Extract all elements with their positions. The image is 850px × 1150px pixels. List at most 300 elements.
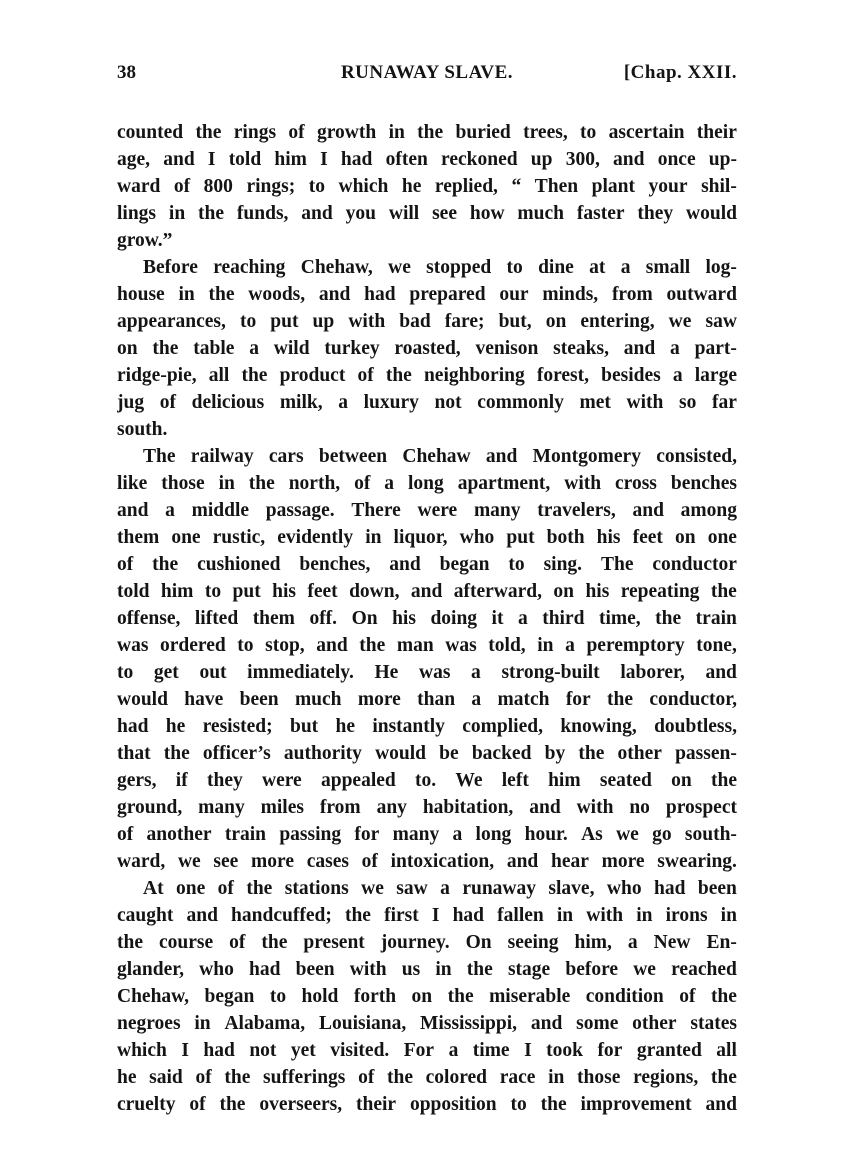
word: to (237, 635, 254, 656)
word: the (385, 365, 412, 386)
word: told, (488, 635, 526, 656)
word: see (432, 203, 457, 224)
word: and (705, 662, 737, 683)
text-line (117, 470, 737, 497)
word: than (417, 689, 456, 710)
word: on (671, 770, 692, 791)
text-line (117, 1064, 737, 1091)
word: with (564, 473, 602, 494)
word: him (160, 581, 194, 602)
word: New (653, 932, 691, 953)
word: get (153, 662, 179, 683)
word: in (178, 284, 195, 305)
word: There (351, 500, 401, 521)
word: often (385, 149, 428, 170)
word: forest, (536, 365, 590, 386)
text-line (117, 200, 737, 227)
word: roasted, (394, 338, 461, 359)
word: race (499, 1067, 536, 1088)
word: many (473, 500, 521, 521)
text-line (117, 119, 737, 146)
word: cushioned (197, 554, 281, 575)
word: they (206, 770, 243, 791)
word: put (270, 311, 299, 332)
word: a (672, 365, 683, 386)
word: the (710, 581, 737, 602)
word: a (440, 878, 450, 899)
word: took (546, 1040, 583, 1061)
word: he (117, 1067, 137, 1088)
word: ascertain (608, 122, 685, 143)
word: be (439, 743, 459, 764)
word: all (208, 365, 230, 386)
word: ground, (117, 797, 183, 818)
word: third (542, 608, 585, 629)
word: will (388, 203, 420, 224)
word: glander, (117, 959, 185, 980)
word: overseers, (259, 1094, 343, 1115)
word: bad (399, 311, 431, 332)
word: go (652, 824, 672, 845)
word: who (199, 959, 234, 980)
word: the (711, 770, 737, 791)
word: in (548, 1067, 565, 1088)
word: I (207, 149, 216, 170)
word: on (675, 527, 696, 548)
body-text (117, 119, 737, 1118)
word: left (501, 770, 529, 791)
word: the (447, 986, 474, 1007)
word: to (506, 257, 523, 278)
word: cruelty (117, 1094, 176, 1115)
word: a (384, 473, 395, 494)
word: benches (670, 473, 737, 494)
word: the (261, 932, 288, 953)
word: granted (636, 1040, 702, 1061)
word: table (193, 338, 235, 359)
word: in (168, 203, 186, 224)
word: We (455, 770, 483, 791)
word: visited. (330, 1040, 390, 1061)
word: buried (455, 122, 511, 143)
word: officer’s (202, 743, 271, 764)
word: in (556, 905, 574, 926)
word: Before (143, 257, 198, 278)
word: their (356, 1094, 397, 1115)
word: seeing (507, 932, 559, 953)
word: 300, (565, 149, 600, 170)
word: and (530, 1013, 563, 1034)
text-line (117, 1010, 737, 1037)
word: were (417, 500, 458, 521)
word: outward (666, 284, 737, 305)
word: funds, (236, 203, 289, 224)
word: colored (425, 1067, 488, 1088)
word: from (611, 284, 653, 305)
word: venison (475, 338, 539, 359)
word: and (389, 554, 421, 575)
word: He (374, 662, 399, 683)
word: entering, (580, 311, 655, 332)
word: we (668, 311, 692, 332)
word: put (506, 527, 535, 548)
word: to (308, 176, 325, 197)
word: they (637, 203, 674, 224)
word: miserable (489, 986, 571, 1007)
word: rings; (246, 176, 296, 197)
word: to (239, 311, 257, 332)
word: the (655, 608, 682, 629)
word: middle (191, 500, 250, 521)
word: neighboring (423, 365, 525, 386)
word: had (340, 149, 373, 170)
word: knowing, (560, 716, 637, 737)
word: the (466, 959, 493, 980)
word: up (530, 149, 553, 170)
word: had (452, 905, 485, 926)
word: if (175, 770, 188, 791)
word: improvement (580, 1094, 692, 1115)
text-line (117, 335, 737, 362)
word: on (553, 581, 575, 602)
word: not (434, 392, 462, 413)
word: we (633, 959, 656, 980)
word: peremptory (586, 635, 685, 656)
word: and (163, 149, 195, 170)
word: in (365, 527, 382, 548)
word: in (388, 122, 405, 143)
word: his (272, 581, 296, 602)
text-line (117, 740, 737, 767)
word: another (146, 824, 212, 845)
word: lifted (194, 608, 239, 629)
word: Louisiana, (318, 1013, 407, 1034)
word: of (288, 122, 305, 143)
word: Chehaw, (117, 986, 190, 1007)
word: On (351, 608, 378, 629)
word: ward, (117, 851, 166, 872)
word: we (388, 257, 411, 278)
word: course (159, 932, 214, 953)
word: and (632, 500, 664, 521)
word: cars (268, 446, 304, 467)
word: him (548, 770, 581, 791)
word: but, (498, 311, 532, 332)
word: he (165, 716, 186, 737)
word: Montgomery (532, 446, 641, 467)
word: railway (190, 446, 254, 467)
word: doubtless, (654, 716, 737, 737)
word: besides (601, 365, 661, 386)
word: like (117, 473, 148, 494)
word: of (354, 473, 371, 494)
chapter-label: [Chap. XXII. (623, 62, 737, 83)
word: gers, (117, 770, 157, 791)
word: had (117, 716, 149, 737)
word: product (279, 365, 346, 386)
word: apartment, (457, 473, 551, 494)
word: liquor, (393, 527, 448, 548)
word: and (529, 797, 561, 818)
word: those (577, 1067, 621, 1088)
word: with (349, 959, 387, 980)
word: ordered (160, 635, 226, 656)
word: plant (591, 176, 635, 197)
word: the (152, 338, 179, 359)
running-title: RUNAWAY SLAVE. (340, 62, 514, 83)
word: lings (117, 203, 157, 224)
text-line (117, 146, 737, 173)
word: prospect (665, 797, 737, 818)
word: he (401, 176, 422, 197)
word: laborer, (620, 662, 685, 683)
word: afterward, (453, 581, 543, 602)
word: jug (117, 392, 145, 413)
text-line (117, 956, 737, 983)
word: repeating (620, 581, 700, 602)
word: irons (665, 905, 708, 926)
word: and (705, 1094, 737, 1115)
word: in (720, 905, 737, 926)
word: which (338, 176, 389, 197)
word: reaching (213, 257, 286, 278)
word: present (303, 932, 365, 953)
word: miles (260, 797, 304, 818)
word: with (626, 392, 664, 413)
word: runaway (462, 878, 536, 899)
word: had (364, 284, 396, 305)
word: minds, (542, 284, 599, 305)
word: caught (117, 905, 174, 926)
text-line (117, 794, 737, 821)
word: the (117, 932, 143, 953)
word: much (294, 689, 342, 710)
running-head (117, 62, 737, 90)
word: began (204, 986, 255, 1007)
word: began (439, 554, 490, 575)
word: in (194, 1013, 211, 1034)
word: the (607, 689, 634, 710)
word: a (452, 824, 463, 845)
word: reckoned (441, 149, 518, 170)
word: a (165, 500, 175, 521)
word: growth (316, 122, 377, 143)
word: feet (307, 581, 338, 602)
word: woods, (248, 284, 306, 305)
text-line (117, 416, 737, 443)
word: the (152, 554, 179, 575)
word: off. (309, 608, 338, 629)
word: many (392, 824, 440, 845)
word: to (580, 122, 597, 143)
word: in (537, 635, 554, 656)
word: stations (284, 878, 349, 899)
word: for (597, 1040, 623, 1061)
word: and (410, 581, 443, 602)
word: before (565, 959, 619, 980)
word: backed (471, 743, 532, 764)
word: wild (273, 338, 310, 359)
word: the (241, 365, 268, 386)
word: it (491, 608, 504, 629)
word: of (358, 1067, 375, 1088)
word: the (359, 635, 386, 656)
word: hold (301, 986, 339, 1007)
word: opposition (409, 1094, 497, 1115)
word: the (224, 1067, 251, 1088)
word: yet (290, 1040, 316, 1061)
word: the (386, 1067, 413, 1088)
word: train (695, 608, 737, 629)
word: I (320, 149, 328, 170)
word: he (335, 716, 355, 737)
word: of (189, 1094, 206, 1115)
word: passage. (265, 500, 335, 521)
word: I (181, 1040, 189, 1061)
word: had (203, 1040, 235, 1061)
word: intoxication, (390, 851, 495, 872)
text-line (117, 443, 737, 470)
word: our (499, 284, 529, 305)
word: the (248, 473, 275, 494)
word: us (401, 959, 421, 980)
word: offense, (117, 608, 181, 629)
word: had (249, 959, 281, 980)
word: would (686, 203, 737, 224)
word: we (361, 878, 384, 899)
word: we (177, 851, 201, 872)
word: south- (684, 824, 737, 845)
word: the (710, 986, 737, 1007)
word: and (613, 149, 645, 170)
word: the (246, 878, 273, 899)
word: we (616, 824, 639, 845)
word: north, (288, 473, 341, 494)
word: match (497, 689, 550, 710)
word: complied, (462, 716, 543, 737)
word: a (249, 338, 259, 359)
word: negroes (117, 1013, 181, 1034)
word: handcuffed; (231, 905, 332, 926)
word: cross (615, 473, 657, 494)
word: a (471, 689, 482, 710)
word: for (565, 689, 591, 710)
word: of (173, 176, 191, 197)
word: prepared (409, 284, 486, 305)
word: no (629, 797, 650, 818)
word: which (117, 1040, 167, 1061)
word: his (596, 527, 621, 548)
word: long (407, 473, 444, 494)
text-line (117, 713, 737, 740)
word: travelers, (537, 500, 616, 521)
word: more (357, 689, 401, 710)
text-line (117, 308, 737, 335)
word: feet (632, 527, 663, 548)
word: “ (511, 176, 522, 197)
text-line (117, 362, 737, 389)
word: and (623, 338, 656, 359)
word: those (161, 473, 205, 494)
word: journey. (380, 932, 450, 953)
word: the (540, 1094, 567, 1115)
word: one (707, 527, 737, 548)
word: met (579, 392, 611, 413)
word: been (295, 959, 335, 980)
word: counted (117, 122, 184, 143)
word: age, (117, 149, 151, 170)
word: states (690, 1013, 737, 1034)
word: out (199, 662, 227, 683)
word: for (354, 824, 380, 845)
word: put (232, 581, 261, 602)
text-line (117, 983, 737, 1010)
word: the (219, 1094, 246, 1115)
word: turkey (324, 338, 380, 359)
word: sing. (543, 554, 583, 575)
word: the (578, 743, 605, 764)
word: you (345, 203, 376, 224)
word: on (411, 986, 433, 1007)
word: the (710, 1067, 737, 1088)
word: had (654, 878, 686, 899)
word: saw (705, 311, 737, 332)
word: a (627, 932, 638, 953)
word: passen- (675, 743, 737, 764)
word: of (117, 554, 134, 575)
word: a (517, 608, 528, 629)
word: saw (396, 878, 428, 899)
text-line (117, 767, 737, 794)
word: a (338, 392, 348, 413)
word: so (679, 392, 697, 413)
word: in (636, 905, 653, 926)
word: fare; (444, 311, 485, 332)
word: commonly (477, 392, 564, 413)
word: faster (576, 203, 625, 224)
word: a (471, 662, 481, 683)
word: Chehaw (402, 446, 471, 467)
word: were (262, 770, 302, 791)
word: The (600, 554, 634, 575)
word: large (694, 365, 737, 386)
word: and (301, 203, 333, 224)
word: once (657, 149, 696, 170)
word: much (517, 203, 565, 224)
word: was (445, 635, 477, 656)
word: was (117, 635, 149, 656)
word: on (545, 311, 567, 332)
word: grow.” (117, 230, 173, 251)
text-line (117, 524, 737, 551)
word: any (376, 797, 407, 818)
word: Then (534, 176, 579, 197)
word: been (239, 689, 279, 710)
word: up (312, 311, 335, 332)
word: one (176, 878, 206, 899)
word: I (431, 905, 440, 926)
word: resisted; (202, 716, 273, 737)
word: with (348, 311, 386, 332)
word: far (711, 392, 737, 413)
word: At (143, 878, 164, 899)
word: more (251, 851, 294, 872)
text-line (117, 659, 737, 686)
word: to (510, 1094, 527, 1115)
text-line (117, 1091, 737, 1118)
word: who (606, 878, 642, 899)
word: replied, (434, 176, 498, 197)
